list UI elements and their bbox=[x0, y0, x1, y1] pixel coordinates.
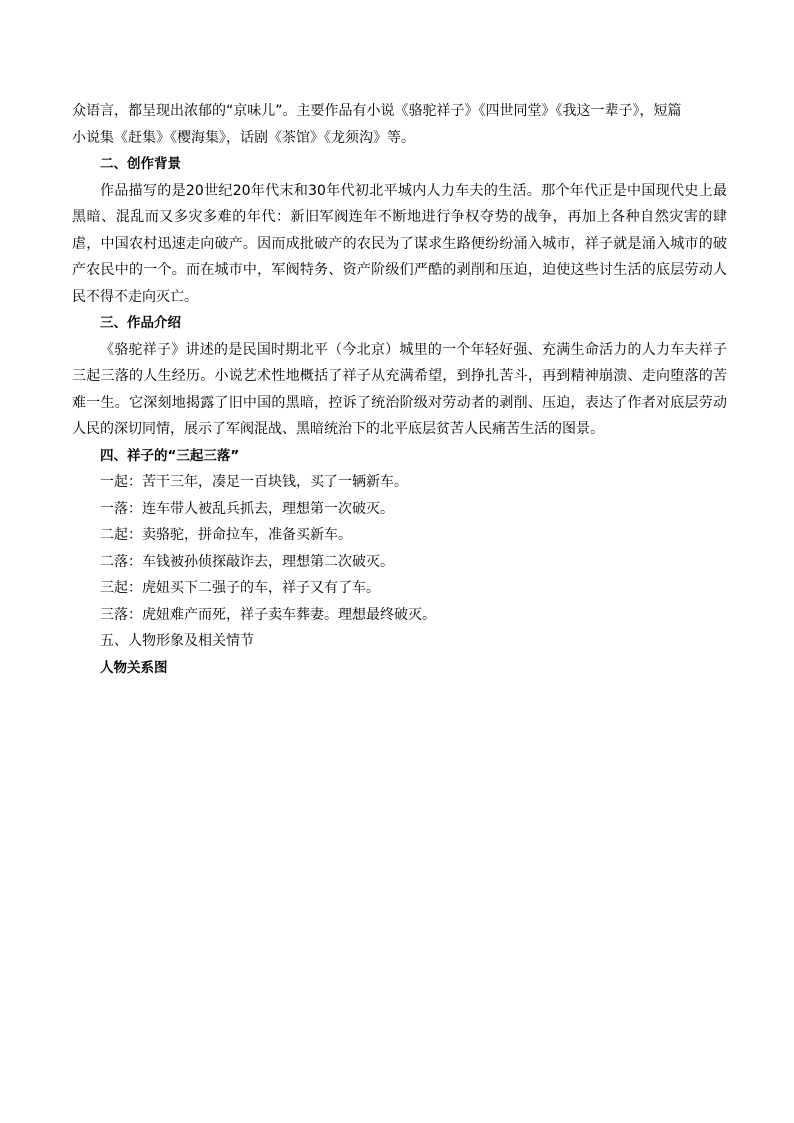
list-item-fall-2: 二落：车钱被孙侦探敲诈去，理想第二次破灭。 bbox=[100, 553, 394, 570]
section-heading-characters: 五、人物形象及相关情节 bbox=[100, 633, 254, 649]
intro-line-2: 小说集《赶集》《樱海集》，话剧《茶馆》《龙须沟》等。 bbox=[72, 129, 415, 146]
list-item-fall-1: 一落：连车带人被乱兵抓去，理想第一次破灭。 bbox=[100, 500, 394, 517]
list-item-rise-2: 二起：卖骆驼，拼命拉车，准备买新车。 bbox=[100, 527, 352, 543]
paragraph-background: 作品描写的是20世纪20年代末和30年代初北平城内人力车夫的生活。那个年代正是中国现代史上最黑暗、混乱而又多灾多难的年代：新旧军阀连年不断地进行争权夺势的战争，再加上各种自然灾害的肆虐，中国农村迅速走向破产。因而成批破产的农民为了谋求生路便纷纷涌入城市，祥子就是涌入城市的破产农民中的一个。而在城市中，军阀特务、资产阶级们严酷的剥削和压迫，迫使这些讨生活的底层劳动人民不得不走向灭亡。 bbox=[72, 182, 727, 305]
list-item-fall-3: 三落：虎妞难产而死，祥子卖车葬妻。理想最终破灭。 bbox=[100, 606, 436, 623]
subheading-relationship-chart: 人物关系图 bbox=[100, 659, 168, 676]
section-heading-rise-fall: 四、祥子的“三起三落” bbox=[100, 447, 240, 464]
section-heading-background: 二、创作背景 bbox=[100, 156, 181, 172]
document-body bbox=[72, 98, 727, 681]
list-item-rise-1: 一起：苦干三年，凑足一百块钱，买了一辆新车。 bbox=[100, 474, 408, 490]
section-heading-introduction: 三、作品介绍 bbox=[100, 315, 181, 331]
intro-line-1: 众语言，都呈现出浓郁的“京味儿”。主要作品有小说《骆驼祥子》《四世同堂》《我这一辈子》，短篇 bbox=[72, 103, 682, 119]
list-item-rise-3: 三起：虎妞买下二强子的车，祥子又有了车。 bbox=[100, 580, 380, 596]
paragraph-introduction: 《骆驼祥子》讲述的是民国时期北平（今北京）城里的一个年轻好强、充满生命活力的人力车夫祥子三起三落的人生经历。小说艺术性地概括了祥子从充满希望，到挣扎苦斗，再到精神崩溃、走向堕落的苦难一生。它深刻地揭露了旧中国的黑暗，控诉了统治阶级对劳动者的剥削、压迫，表达了作者对底层劳动人民的深切同情，展示了军阀混战、黑暗统治下的北平底层贫苦人民痛苦生活的图景。 bbox=[72, 341, 727, 437]
